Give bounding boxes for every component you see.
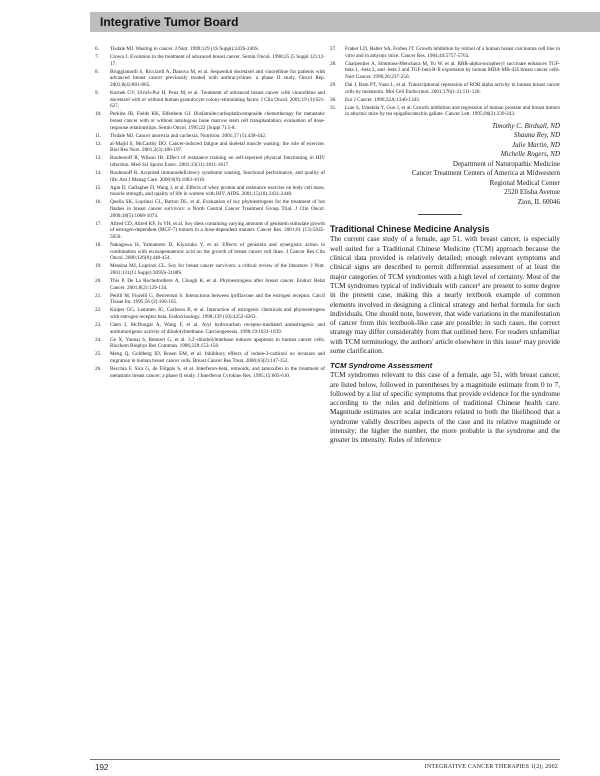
reference-text: Quella SK, Loprinzi CL, Barton DL, et al. Evaluation of soy phytoestrogens for the treatment of hot flashes in breast cancer survivors: a North Central Cancer Treatment Group Trial. J Clin Oncol. 2000;18(5):1068-1074. <box>110 199 325 219</box>
reference-number: 30. <box>330 96 337 103</box>
left-column <box>95 46 325 381</box>
reference-number: 13. <box>95 155 102 162</box>
reference-item <box>95 170 325 183</box>
subsection-heading: TCM Syndrome Assessment <box>330 361 433 371</box>
reference-item <box>95 69 325 89</box>
reference-number: 10. <box>95 111 102 118</box>
reference-text: Crown J. Evolution in the treatment of advanced breast cancer. Semin Oncol. 1998;25 (5 Suppl 12):12-17. <box>110 54 325 67</box>
reference-number: 12. <box>95 140 102 147</box>
reference-list-right <box>330 46 560 118</box>
reference-item <box>330 97 560 104</box>
right-column <box>330 46 560 446</box>
reference-item <box>95 90 325 110</box>
reference-number: 9. <box>95 90 99 97</box>
running-header-title: Integrative Tumor Board <box>100 15 239 29</box>
reference-text: Allred CD, Allred KF, Ju YH, et al. Soy diets containing varying amounts of genistein stimulate growth of estrogen-dependent (MCF-7) tumors in a dose-dependent manner. Cancer Res. 2001;61 (13):5045-5050. <box>110 220 325 240</box>
reference-number: 22. <box>95 307 102 314</box>
reference-number: 11. <box>95 132 102 139</box>
reference-item <box>95 263 325 276</box>
reference-number: 19. <box>95 263 102 270</box>
reference-number: 15. <box>95 184 102 191</box>
reference-text: Roubenoff R, Wilson IB. Effect of resistance training on self-reported physical functioning in HIV infection. Med Sci Sports Exerc. 2001;33(11):1811-1817. <box>110 155 325 168</box>
reference-item <box>95 54 325 67</box>
reference-item <box>95 141 325 154</box>
reference-item <box>95 155 325 168</box>
reference-number: 14. <box>95 170 102 177</box>
reference-item <box>95 351 325 364</box>
reference-item <box>95 322 325 335</box>
reference-text: Petilli M, Fiorelli G, Benvenuti S. Interactions between ipriflavone and the estrogen receptor. Calcif Tissue Int. 1995;56 (2):160-165. <box>110 292 325 306</box>
author-name: Timothy C. Birdsall, ND <box>491 121 560 130</box>
reference-number: 7. <box>95 54 99 61</box>
reference-text: Tisdale MJ. Cancer anorexia and cachexia. Nutrition. 2001;17 (5):438-442. <box>110 132 267 139</box>
reference-number: 31. <box>330 104 337 111</box>
affiliation-line: 2520 Elisha Avenue <box>504 188 560 197</box>
reference-item <box>95 111 325 131</box>
reference-number: 27. <box>330 46 337 52</box>
reference-number: 24. <box>95 336 102 343</box>
section-divider <box>418 214 462 215</box>
reference-text: Perkins JB, Fields KK, Elfenbein GJ. Ifosfamide/carboplatin/etoposide chemotherapy for metastatic breast cancer with or without autologous bone marrow stem cell transplantation: evaluation of dose-response relationships. Semin Oncol. 1995;22 (Suppl 7):5-8. <box>110 111 325 131</box>
journal-citation: INTEGRATIVE CANCER THERAPIES 1(2); 2002 <box>424 764 558 770</box>
affiliation-line: Department of Naturopathic Medicine <box>452 159 560 168</box>
reference-number: 26. <box>95 366 102 373</box>
reference-text: Dai J, Ram PT, Yuan L, et al. Transcriptional repression of ROR alpha activity in human breast cancer cells by melatonin. Mol Cell Endocrinol. 2001;176(1-2):111-120. <box>345 81 560 95</box>
reference-text: Agin D, Gallagher D, Wang J, et al. Effects of whey protein and resistance exercise on body cell mass, muscle strength, and quality of life in women with HIV. AIDS. 2001;15(18):2431-2440. <box>110 184 325 198</box>
author-name: Michelle Rogers, ND <box>500 150 560 159</box>
reference-text: Ge X, Yannai S, Rennert G, et al. 3,3'-diindolylmethane induces apoptosis in human cancer cells. Biochem Biophys Res Commun. 1996;228:153-158. <box>110 336 325 350</box>
reference-item <box>95 133 325 140</box>
signature-block <box>330 122 560 208</box>
reference-number: 17. <box>95 220 102 227</box>
reference-text: Nakagawa H, Yamamoto D, Kiyozuka Y, et al. Effects of genistein and synergistic action in combination with eicosapentaenoic acid on the growth of breast cancer cell lines. J Cancer Res Clin Oncol. 2000;126(8):448-454. <box>110 242 325 262</box>
reference-item <box>330 46 560 59</box>
affiliation-line: Cancer Treatment Centers of America at Midwestern <box>411 169 560 178</box>
reference-text: Kuiper GG, Lemmen JG, Carlsson B, et al. Interaction of estrogenic chemicals and phytoestrogens with estrogen receptor beta. Endocrinology. 1998;139 (10):4252-4263. <box>110 307 325 320</box>
reference-number: 21. <box>95 292 102 299</box>
footer-rule <box>90 759 560 760</box>
section-paragraph: The current case study of a female, age 51, with breast cancer, is especially well suited for a Traditional Chinese Medicine (TCM) approach because the clinical data provided is relatively detailed; enough relevant symptoms and clinical signs are described to permit differential assessment of at least the major categories of TCM syndromes with a high level of certainty. Most of the TCM syndromes typical of individuals with cancer¹ are present to some degree in the present case, making this a nearly textbook example of common elements involved in designing a clinical strategy and herbal formula for such individuals. One should note, however, that wide variations in the manifestation of cancer from this textbook-like case are possible; in such cases, the correct strategy may differ considerably from that outlined here. For readers unfamiliar with TCM terminology, the authors' article elsewhere in this issue¹ may provide some clarification. <box>330 235 560 355</box>
reference-text: Eur J Cancer. 1996;32A:1340-1343. <box>345 96 421 103</box>
subsection-paragraph: TCM syndromes relevant to this case of a female, age 51, with breast cancer, are listed below, followed in parentheses by a magnitude estimate from 0 to 7, followed by a list of specific symptoms that provide evidence for the syndrome according to the rules and definitions of traditional Chinese health care. Magnitude estimates are scalar indicators related to both the likelihood that a syndrome validly describes aspects of the case and its relative magnitude or intensity; the higher the number, the more probable is the syndrome and the greater its intensity. Rules of inference <box>330 371 560 445</box>
reference-text: Roubenoff R. Acquired immunodeficiency syndrome wasting, functional performance, and quality of life. Am J Manag Care. 2000;6(9):1003-1016. <box>110 170 325 183</box>
reference-item <box>95 307 325 320</box>
reference-text: Recchia F, Sica G, de Filippis S, et al. Interferon-beta, retinoids, and tamoxifen in the treatment of metastatic breast cancer: a phase II study. J Interferon Cytokine Res. 1995;15:605-610. <box>110 366 325 379</box>
reference-number: 6. <box>95 46 99 52</box>
reference-item <box>95 242 325 262</box>
reference-number: 25. <box>95 351 102 358</box>
section-heading: Traditional Chinese Medicine Analysis <box>330 224 490 235</box>
reference-text: Tisdale MJ. Wasting in cancer. J Nutr. 1999;129 (1S Suppl):243S-246S. <box>110 46 260 52</box>
reference-text: Messina MJ, Loprinzi CL. Soy for breast cancer survivors: a critical review of the literature. J Nutr. 2001;131(11 Suppl):3095S-3108S. <box>110 263 325 276</box>
reference-item <box>95 46 325 53</box>
reference-number: 20. <box>95 278 102 284</box>
reference-item <box>330 61 560 81</box>
page-number: 192 <box>95 763 109 772</box>
reference-text: This P, De La Rochefordiere A, Clough K, et al. Phytoestrogens after breast cancer. Endocr Relat Cancer. 2001;8(2):129-134. <box>110 278 325 291</box>
reference-item <box>95 293 325 306</box>
reference-number: 29. <box>330 81 337 88</box>
reference-text: Charpentier A, Simmons-Menchaca M, Yu W, et al. RRR-alpha-tocopheryl succinate enhances TGF-beta 1, -beta 2, and -beta 3 and TGF-beta R-II expression by human MDA-MB-435 breast cancer cells. Nutr Cancer. 1996;26:237-250. <box>345 60 560 80</box>
reference-item <box>330 105 560 118</box>
reference-text: Meng Q, Goldberg ID, Rosen EM, et al. Inhibitory effects of indole-3-carbinol on invasion and migration in human breast cancer cells. Breast Cancer Res Treat. 2000;63(2):147-152. <box>110 351 325 365</box>
reference-list-left <box>95 46 325 379</box>
reference-text: Kornek GV, Ulrich-Pur H, Penz M, et al. Treatment of advanced breast cancer with vinorelbine and docetaxel with or without human granulocyte colony-stimulating factor. J Clin Oncol. 2001;19 (3):621-627. <box>110 90 325 110</box>
reference-item <box>330 82 560 95</box>
reference-item <box>95 366 325 379</box>
author-name: Shauna Rey, ND <box>513 131 560 140</box>
reference-number: 8. <box>95 68 99 75</box>
reference-number: 16. <box>95 199 102 206</box>
reference-item <box>95 199 325 219</box>
reference-number: 28. <box>330 60 337 67</box>
reference-item <box>95 337 325 350</box>
reference-item <box>95 221 325 241</box>
reference-text: Liao S, Umekita Y, Guo J, et al. Growth inhibition and regression of human prostate and breast tumors in athymic mice by tea epigallocatechin gallate. Cancer Lett. 1995;96(2):239-243. <box>345 104 560 118</box>
reference-number: 23. <box>95 322 102 329</box>
reference-number: 18. <box>95 242 102 249</box>
reference-text: Bruggiamolli S, Ricciardi A, Danova M, et al. Sequential docetaxel and vinorelbine for patients with advanced breast cancer previously treated with anthracyclines: a phase II study. Oncol Rep. 2001;8(4):801-805. <box>110 68 325 88</box>
reference-text: Chen I, McDougal A, Wang F, et al. Aryl hydrocarbon receptor-mediated antiestrogenic and antitumorigenic activity of diindolylmethane. Carcinogenesis. 1998;19:1631-1639. <box>110 322 325 335</box>
reference-item <box>95 185 325 198</box>
affiliation-line: Zion, IL 60046 <box>517 197 560 206</box>
reference-text: al-Majid S, McCarthy DO. Cancer-induced fatigue and skeletal muscle wasting: the role of exercise. Biol Res Nurs. 2001;2(3):186-197. <box>110 140 325 154</box>
reference-item <box>95 278 325 291</box>
reference-text: Fraker LD, Halter SA, Forbes JT. Growth inhibition by retinol of a human breast carcinoma cell line in vitro and in athymic mice. Cancer Res. 1984;44:5757-5763. <box>345 46 560 59</box>
author-name: Julie Martin, ND <box>511 140 560 149</box>
affiliation-line: Regional Medical Center <box>489 178 560 187</box>
